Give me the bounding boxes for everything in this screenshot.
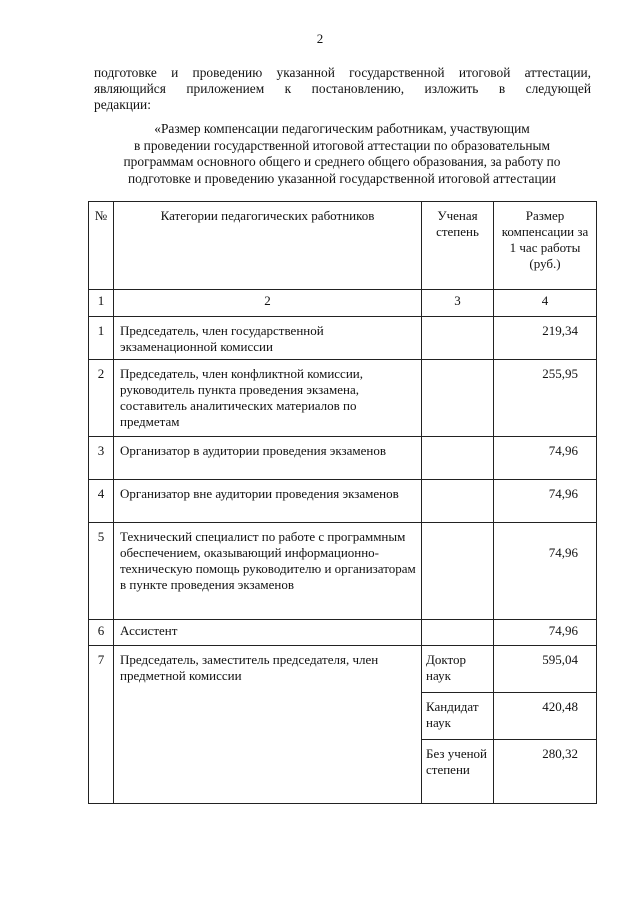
page-number: 2 (316, 31, 324, 46)
intro-line: редакции: (94, 97, 151, 112)
index-cell: 1 (89, 290, 114, 317)
heading-line: программам основного общего и среднего общего образования, за работу по (123, 154, 561, 169)
row-category: Председатель, член государственной экзаменационной комиссии (114, 317, 422, 360)
intro-line: подготовке и проведению указанной государственной итоговой аттестации, (94, 65, 591, 80)
row-rate: 74,96 (494, 480, 597, 523)
intro-paragraph (94, 65, 591, 113)
row-category: Организатор вне аудитории проведения экзаменов (114, 480, 422, 523)
row-num: 7 (89, 646, 114, 804)
heading-line: в проведении государственной итоговой аттестации по образовательным (133, 137, 550, 153)
table-header-row (89, 202, 597, 290)
row-category: Технический специалист по работе с программным обеспечением, оказывающий информационно-техническую помощь руководителю и организаторам в пункте проведения экзаменов (114, 523, 422, 620)
index-cell: 4 (494, 290, 597, 317)
row-degree: Доктор наук (422, 646, 494, 693)
index-cell: 3 (422, 290, 494, 317)
row-category: Ассистент (114, 620, 422, 646)
row-rate: 74,96 (494, 437, 597, 480)
heading-line: подготовке и проведению указанной государственной итоговой аттестации (128, 170, 556, 186)
row-category: Председатель, заместитель председателя, член предметной комиссии (114, 646, 422, 804)
index-cell: 2 (114, 290, 422, 317)
header-rate: Размер компенсации за 1 час работы (руб.) (494, 202, 597, 290)
compensation-table (88, 201, 597, 804)
row-num: 1 (89, 317, 114, 360)
row-degree (422, 437, 494, 480)
row-rate: 74,96 (494, 620, 597, 646)
column-index-row (89, 290, 597, 317)
header-num: № (89, 202, 114, 290)
table-row (89, 360, 597, 437)
table-row (89, 620, 597, 646)
row-degree: Кандидат наук (422, 693, 494, 740)
row-num: 6 (89, 620, 114, 646)
row-rate: 280,32 (494, 740, 597, 804)
header-degree: Ученая степень (422, 202, 494, 290)
table-heading (88, 121, 596, 187)
table-row (89, 437, 597, 480)
row-degree (422, 480, 494, 523)
row-rate: 74,96 (494, 523, 597, 620)
row-rate: 420,48 (494, 693, 597, 740)
row-category: Председатель, член конфликтной комиссии, руководитель пункта проведения экзамена, составитель аналитических материалов по предметам (114, 360, 422, 437)
table-row (89, 523, 597, 620)
row-category: Организатор в аудитории проведения экзаменов (114, 437, 422, 480)
row-num: 5 (89, 523, 114, 620)
row-rate: 255,95 (494, 360, 597, 437)
row-num: 3 (89, 437, 114, 480)
row-degree (422, 620, 494, 646)
row-degree: Без ученой степени (422, 740, 494, 804)
row-degree (422, 317, 494, 360)
heading-line: «Размер компенсации педагогическим работникам, участвующим (154, 121, 530, 136)
row-degree (422, 360, 494, 437)
row-rate: 219,34 (494, 317, 597, 360)
table-row (89, 480, 597, 523)
table-row (89, 317, 597, 360)
row-rate: 595,04 (494, 646, 597, 693)
table-row (89, 646, 597, 693)
row-num: 2 (89, 360, 114, 437)
row-num: 4 (89, 480, 114, 523)
row-degree (422, 523, 494, 620)
header-category: Категории педагогических работников (114, 202, 422, 290)
intro-line: являющийся приложением к постановлению, изложить в следующей (94, 81, 591, 96)
